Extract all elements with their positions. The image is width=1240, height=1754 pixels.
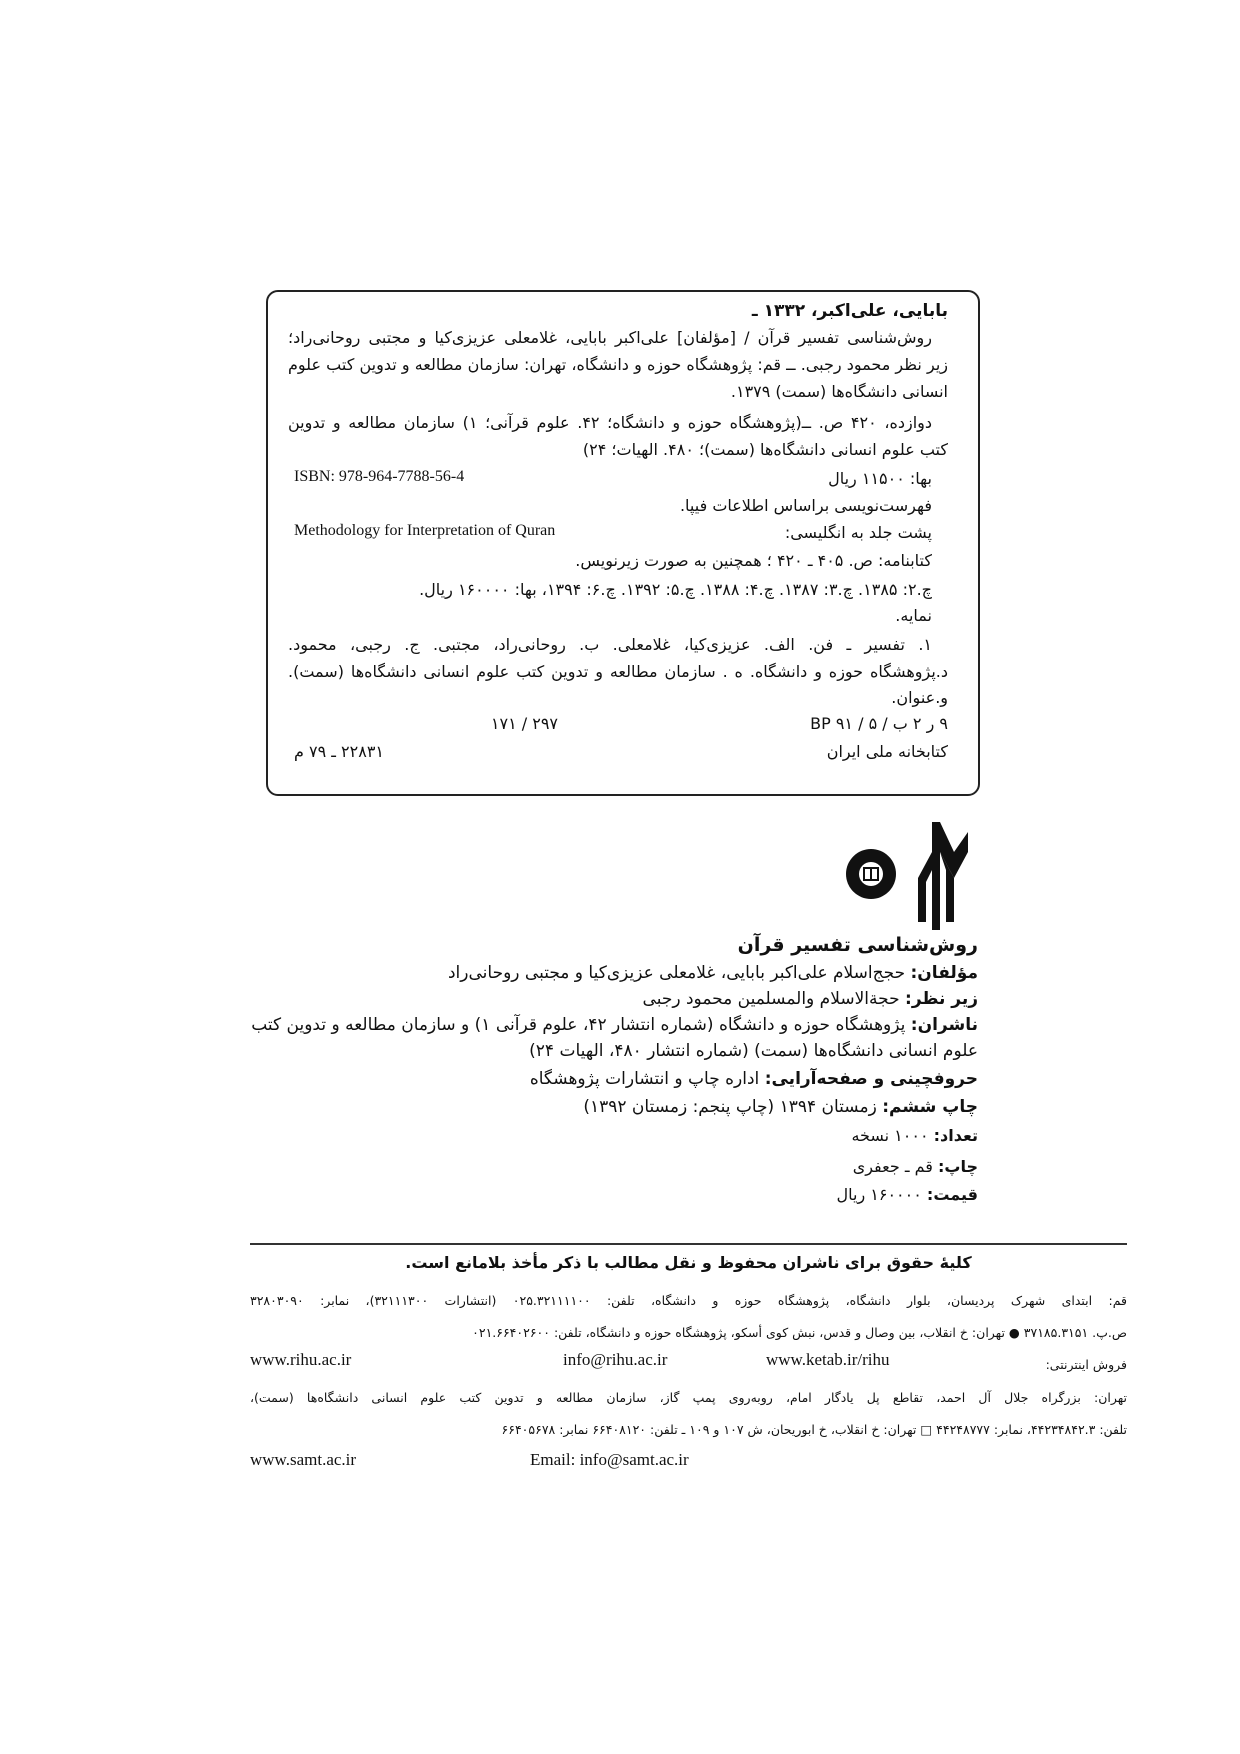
samt-phones: تلفن: ۴۴۲۳۴۸۴۲.۳، نمابر: ۴۴۲۴۸۷۷۷ □ تهران: خ انقلاب، خ ابوریحان، ش ۱۰۷ و ۱۰۹ ـ تلفن: ۶۶۴۰۸۱۲۰ نمابر: ۶۶۴۰۵۶۷۸	[501, 1422, 1127, 1437]
english-title: Methodology for Interpretation of Quran	[294, 522, 556, 539]
book-title: روش‌شناسی تفسیر قرآن	[737, 934, 978, 956]
isbn: ISBN: 978-964-7788-56-4	[294, 468, 465, 485]
catalog-line: کتابنامه: ص. ۴۰۵ ـ ۴۲۰ ؛ همچنین به صورت زیرنویس.	[575, 551, 932, 570]
publishers: پژوهشگاه حوزه و دانشگاه (شماره انتشار ۴۲، علوم قرآنی ۱) و سازمان مطالعه و تدوین کتب	[251, 1015, 911, 1035]
catalog-line: انسانی دانشگاه‌ها (سمت) ۱۳۷۹.	[730, 382, 948, 401]
qom-address: قم: ابتدای شهرک پردیسان، بلوار دانشگاه، پژوهشگاه حوزه و دانشگاه، تلفن: ۰۲۵.۳۲۱۱۱۱۰۰ (انتشارات ۳۲۱۱۱۳۰۰)، نمابر: ۳۲۸۰۳۰۹۰	[250, 1293, 1127, 1308]
field-label: چاپ ششم:	[882, 1097, 978, 1117]
dewey-number: ۲۹۷ / ۱۷۱	[490, 714, 558, 733]
publishers-cont: علوم انسانی دانشگاه‌ها (سمت) (شماره انتشار ۴۸۰، الهیات ۲۴)	[529, 1041, 978, 1061]
typesetting: اداره چاپ و انتشارات پژوهشگاه	[529, 1069, 765, 1089]
samt-address: تهران: بزرگراه جلال آل احمد، تقاطع پل یادگار امام، روبه‌روی پمپ گاز، سازمان مطالعه و تدوین کتب علوم انسانی دانشگاه‌ها (سمت)،	[250, 1390, 1127, 1405]
edition: زمستان ۱۳۹۴ (چاپ پنجم: زمستان ۱۳۹۲)	[583, 1097, 883, 1117]
field-label: حروفچینی و صفحه‌آرایی:	[764, 1069, 978, 1089]
library-number: ۲۲۸۳۱ ـ ۷۹ م	[294, 742, 385, 761]
samt-email-link[interactable]: Email: info@samt.ac.ir	[530, 1450, 689, 1469]
catalog-fipa: فهرست‌نویسی براساس اطلاعات فیپا.	[679, 496, 932, 515]
publisher-logos	[836, 822, 970, 932]
catalog-line: روش‌شناسی تفسیر قرآن / [مؤلفان] علی‌اکبر بابایی، غلامعلی عزیزی‌کیا و مجتبی روحانی‌راد؛	[288, 328, 932, 347]
divider	[250, 1243, 1127, 1245]
samt-website-link[interactable]: www.samt.ac.ir	[250, 1450, 357, 1469]
catalog-line: زیر نظر محمود رجبی. ــ قم: پژوهشگاه حوزه و دانشگاه، تهران: سازمان مطالعه و تدوین کتب علوم	[288, 355, 948, 374]
authors: حجج‌اسلام علی‌اکبر بابایی، غلامعلی عزیزی‌کیا و مجتبی روحانی‌راد	[447, 963, 911, 983]
rihu-logo-icon	[918, 822, 968, 930]
catalog-heading: بابایی، علی‌اکبر، ۱۳۳۲ ـ	[751, 301, 948, 321]
national-library: کتابخانه ملی ایران	[826, 742, 948, 761]
ketab-link[interactable]: www.ketab.ir/rihu	[766, 1350, 890, 1369]
catalog-line: دوازده، ۴۲۰ ص. ــ(پژوهشگاه حوزه و دانشگاه؛ ۴۲. علوم قرآنی؛ ۱) سازمان مطالعه و تدوین	[288, 413, 933, 432]
field-label: قیمت:	[926, 1185, 978, 1204]
book-price: ۱۶۰۰۰۰ ریال	[836, 1185, 927, 1204]
field-label: ناشران:	[910, 1015, 978, 1035]
supervisor: حجة‌الاسلام والمسلمین محمود رجبی	[642, 989, 906, 1009]
catalog-line: و.عنوان.	[891, 688, 948, 707]
rihu-website-link[interactable]: www.rihu.ac.ir	[250, 1350, 352, 1369]
catalog-line: ۱. تفسیر ـ فن. الف. عزیزی‌کیا، غلامعلی. ب. روحانی‌راد، مجتبی. ج. رجبی، محمود.	[288, 635, 932, 654]
catalog-line: کتب علوم انسانی دانشگاه‌ها (سمت)؛ ۴۸۰. الهیات؛ ۲۴)	[582, 440, 948, 459]
rihu-email-link[interactable]: info@rihu.ac.ir	[563, 1350, 668, 1369]
catalog-price: بها: ۱۱۵۰۰ ریال	[828, 469, 932, 488]
field-label: تعداد:	[933, 1126, 978, 1145]
call-number: ۹ ر ۲ ب / ۵ / BP ۹۱	[810, 714, 948, 733]
english-title-label: پشت جلد به انگلیسی:	[784, 523, 932, 542]
print-run: ۱۰۰۰ نسخه	[851, 1126, 934, 1145]
samt-emblem-icon	[846, 849, 896, 899]
field-label: زیر نظر:	[905, 989, 978, 1009]
field-label: مؤلفان:	[910, 963, 978, 983]
online-sales-label: فروش اینترنتی:	[1045, 1357, 1127, 1372]
catalog-line: نمایه.	[895, 606, 932, 625]
catalog-line: د.پژوهشگاه حوزه و دانشگاه. ه . سازمان مطالعه و تدوین کتب علوم انسانی دانشگاه‌ها (سمت).	[288, 662, 948, 681]
catalog-line: چ.۲: ۱۳۸۵. چ.۳: ۱۳۸۷. چ.۴: ۱۳۸۸. چ.۵: ۱۳۹۲. چ.۶: ۱۳۹۴، بها: ۱۶۰۰۰۰ ریال.	[419, 580, 932, 599]
cataloging-box	[266, 290, 980, 796]
tehran-address: ص.پ. ۳۷۱۸۵.۳۱۵۱ ● تهران: خ انقلاب، بین وصال و قدس، نبش کوی أسکو، پژوهشگاه حوزه و دانشگاه، تلفن: ۰۲۱.۶۶۴۰۲۶۰۰	[472, 1325, 1127, 1340]
rights-notice: کلیهٔ حقوق برای ناشران محفوظ و نقل مطالب با ذکر مأخذ بلامانع است.	[405, 1253, 972, 1272]
field-label: چاپ:	[937, 1157, 978, 1176]
printer: قم ـ جعفری	[852, 1157, 938, 1176]
